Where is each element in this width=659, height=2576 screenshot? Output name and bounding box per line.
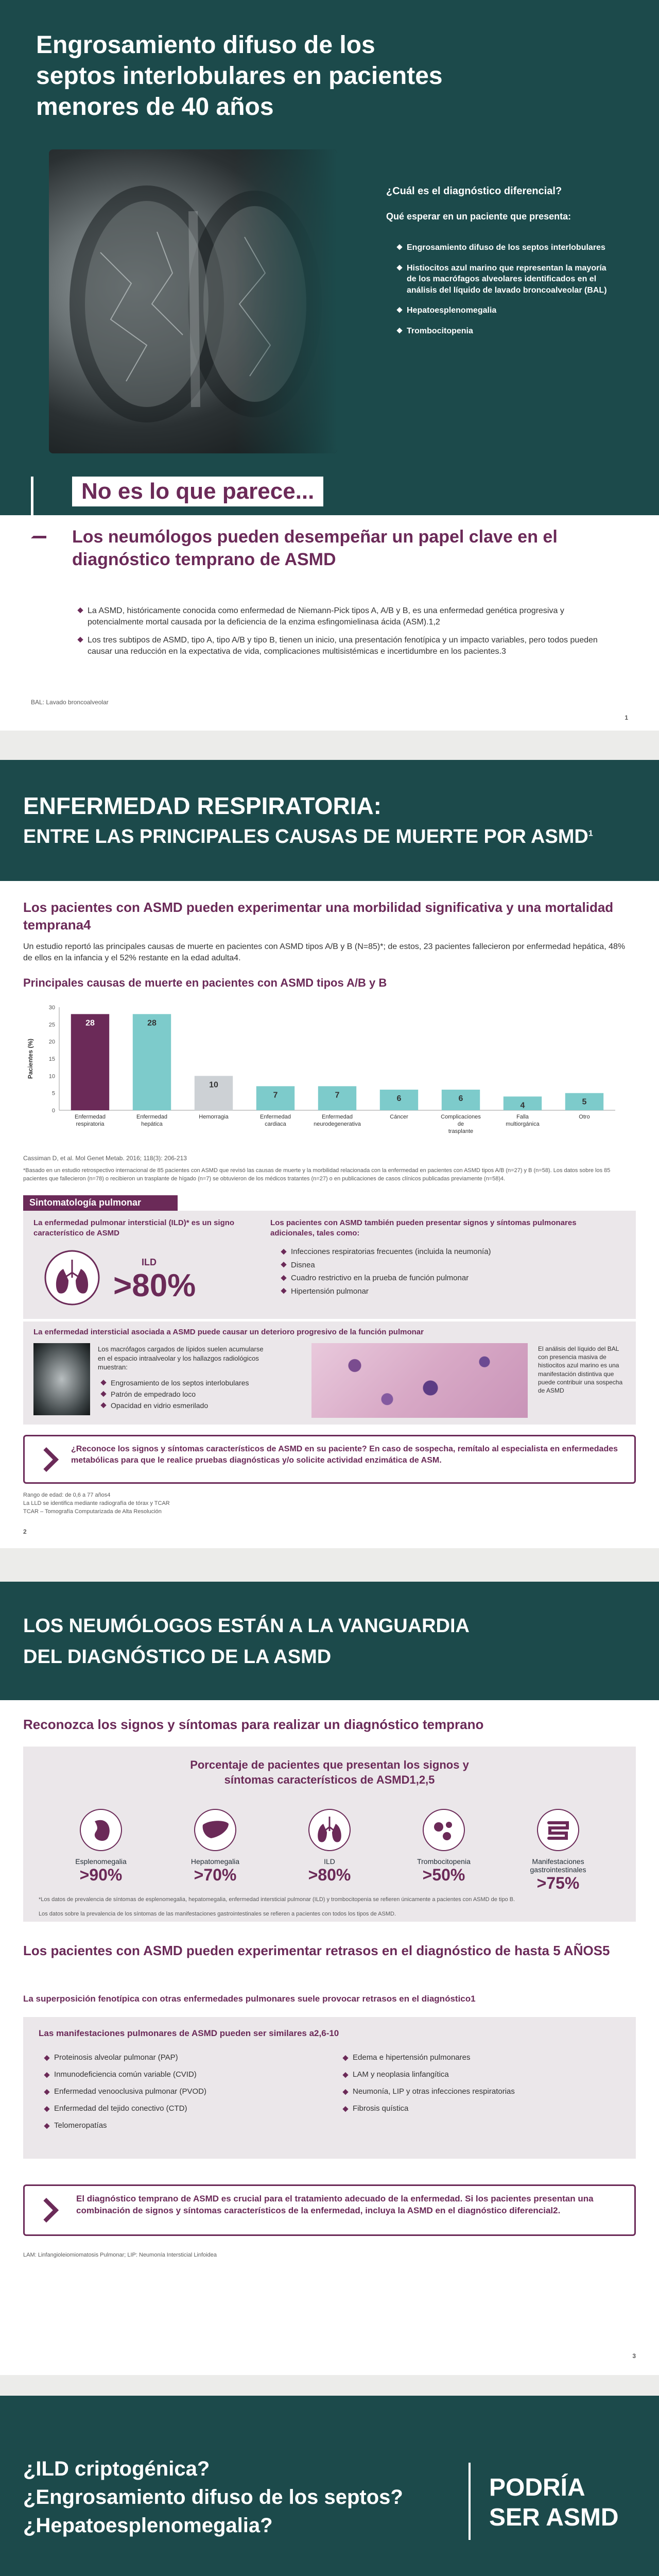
bar-value-label: 7 [335,1091,340,1100]
bar-value-label: 5 [582,1097,587,1107]
overlap-text: La superposición fenotípica con otras enfermedades pulmonares suele provocar retrasos en el diagnóstico1 [23,1994,476,2004]
ild-title: La enfermedad pulmonar intersticial (ILD)* es un signo característico de ASMD [33,1218,235,1238]
similar-item: Telomeropatías [44,2121,311,2130]
differential-question: ¿Cuál es el diagnóstico diferencial? [386,185,562,197]
pct-value: >75% [536,1874,580,1892]
lungs-icon [44,1249,100,1306]
similar-item: Enfermedad venooclusiva pulmonar (PVOD) [44,2087,311,2096]
also-title: Los pacientes con ASMD también pueden presentar signos y síntomas pulmonares adicionales, tales como: [270,1218,577,1238]
y-tick-label: 10 [48,1073,55,1080]
bar-value-label: 6 [396,1094,402,1103]
histology-image [311,1343,528,1418]
page3-callout [23,2184,636,2236]
similar-item: Inmunodeficiencia común variable (CVID) [44,2070,311,2079]
not-what-it-seems: No es lo que parece... [72,477,323,506]
intestine-icon [536,1808,580,1852]
pct-value: >90% [79,1866,123,1884]
page2-callout [23,1435,636,1484]
ct-gradient-fade [234,149,337,453]
similar-item: LAM y neoplasia linfangítica [342,2070,610,2079]
footnote-line: La LLD se identifica mediante radiografía de tórax y TCAR [23,1500,170,1506]
bar-value-label: 28 [147,1019,157,1028]
x-tick-label: neurodegenerativa [314,1121,361,1127]
x-tick-label: Otro [579,1114,590,1120]
page4-hero [0,2396,659,2576]
bar [71,1014,109,1110]
page3-banner [0,1582,659,1700]
banner-line-2-text: ENTRE LAS PRINCIPALES CAUSAS DE MUERTE POR ASMD [23,826,588,848]
callout-chevron-icon [34,2198,59,2223]
bar-value-label: 10 [209,1080,218,1090]
also-item: Cuadro restrictivo en la prueba de función pulmonar [281,1273,610,1283]
heading-bracket [31,477,46,538]
chart-footnote: *Basado en un estudio retrospectivo internacional de 85 pacientes con ASMD que revisó las causas de muerte y la morbilidad relacionada con la enfermedad en pacientes con ASMD tipos A/B (n=27) y B (n=58). Los datos sobre los 85 pacientes que fallecieron (n=78) o recibieron un trasplante de hígado (n=7) se obtuvieron de los médicos tratantes (n=27) o en publicaciones de casos clínicos publicadas previamente (n=58)4. [23,1167,611,1182]
pct-title: Porcentaje de pacientes que presentan los signos y síntomas característicos de ASMD1,2,5 [190,1758,469,1786]
macro-list [100,1378,270,1411]
pct-label: Hepatomegalia [190,1857,240,1866]
intro-paragraphs [77,605,602,658]
x-tick-label: de [457,1121,464,1127]
ct-scan-image [49,149,337,453]
q-septal: ¿Engrosamiento difuso de los septos? [23,2486,403,2509]
expect-question: Qué esperar en un paciente que presenta: [386,211,571,222]
presentation-item: Histiocitos azul marino que representan la mayoría de los macrófagos alveolares identificados en el análisis del líquido de lavado broncoalveolar (BAL) [396,263,618,296]
x-tick-label: Complicaciones [441,1114,481,1120]
also-item: Hipertensión pulmonar [281,1286,610,1297]
page-number: 1 [625,714,628,721]
page-1 [0,0,659,731]
x-tick-label: respiratoria [76,1121,105,1127]
q-hepato: ¿Hepatoesplenomegalia? [23,2514,273,2537]
symptom-header-text: Sintomatología pulmonar [29,1197,142,1208]
y-tick-label: 30 [48,1005,55,1011]
x-tick-label: Enfermedad [260,1114,291,1120]
bal-footnote: BAL: Lavado broncoalveolar [31,699,109,706]
symptom-box [23,1211,636,1319]
x-tick-label: hepática [141,1121,163,1127]
footnote-line: Rango de edad: de 0,6 a 77 años4 [23,1492,111,1498]
pct-item [166,1808,264,1891]
y-tick-label: 15 [48,1056,55,1062]
symptom-header [23,1195,178,1211]
x-tick-label: Hemorragia [199,1114,229,1120]
callout-text: ¿Reconoce los signos y síntomas característicos de ASMD en su paciente? En caso de sospecha, remítalo al especialista en enfermedades metabólicas para que le realice pruebas diagnósticas y/o solicite actividad enzimática de ASM. [71,1445,618,1465]
y-axis-label: Pacientes (%) [27,1038,34,1079]
x-tick-label: Enfermedad [322,1114,353,1120]
pct-box [23,1747,636,1922]
similar-box [23,2017,636,2159]
similar-item: Fibrosis quística [342,2104,610,2113]
callout-text: El diagnóstico temprano de ASMD es crucial para el tratamiento adecuado de la enfermedad. Si los pacientes presentan una combinación de signos y síntomas característicos de la enfermedad, incluya la ASMD en el diagnóstico diferencial2. [76,2194,594,2215]
presentation-item: Trombocitopenia [396,326,618,337]
similar-left-list [44,2053,311,2130]
also-list [281,1247,610,1296]
presentation-list [396,242,618,337]
banner-line-2 [23,826,593,848]
liver-icon [194,1808,237,1852]
pct-label: Esplenomegalia [75,1857,127,1866]
bar-value-label: 28 [85,1019,95,1028]
morbidity-heading: Los pacientes con ASMD pueden experimentar una morbilidad significativa y una mortalidad temprana4 [23,900,614,933]
banner-line-1: LOS NEUMÓLOGOS ESTÁN A LA VANGUARDIA [23,1615,470,1637]
x-tick-label: trasplante [448,1128,474,1134]
y-tick-label: 20 [48,1039,55,1045]
bar-value-label: 6 [458,1094,463,1103]
similar-title: Las manifestaciones pulmonares de ASMD pueden ser similares a2,6-10 [39,2028,339,2038]
banner-line-1: ENFERMEDAD RESPIRATORIA: [23,792,381,819]
x-tick-label: Falla [516,1114,529,1120]
xray-image [33,1343,90,1415]
x-tick-label: Enfermedad [75,1114,106,1120]
similar-item: Enfermedad del tejido conectivo (CTD) [44,2104,311,2113]
pct-note-2: Los datos sobre la prevalencia de los síntomas de las manifestaciones gastrointestinales se refieren a pacientes con todos los tipos de ASMD. [39,1911,396,1917]
page-2 [0,760,659,1548]
banner-line-2: DEL DIAGNÓSTICO DE LA ASMD [23,1646,332,1668]
y-tick-label: 25 [48,1022,55,1028]
pct-label: Trombocitopenia [417,1857,471,1866]
pct-value: >70% [194,1866,237,1884]
study-intro: Un estudio reportó las principales causas de muerte en pacientes con ASMD tipos A/B y B (N=85)*; de estos, 23 pacientes fallecieron por enfermedad hepática, 48% de ellos en la infancia y el 52% restante en la edad adulta4. [23,942,626,963]
pct-item [281,1808,378,1891]
page1-title: Engrosamiento difuso de los septos interlobulares en pacientes menores de 40 años [36,31,443,121]
lungs-icon [308,1808,351,1852]
ild-detail-box [23,1321,636,1425]
bal-text: El análisis del líquido del BAL con presencia masiva de histiocitos azul marino es una manifestación distintiva que puede contribuir una sospecha de ASMD [538,1345,623,1394]
ild-detail-title: La enfermedad intersticial asociada a ASMD puede causar un deterioro progresivo de la función pulmonar [33,1328,424,1336]
x-tick-label: Enfermedad [136,1114,167,1120]
answer-divider [469,2463,471,2540]
chart-title: Principales causas de muerte en pacientes con ASMD tipos A/B y B [23,976,387,989]
pct-item [52,1808,150,1891]
could-be-asmd: PODRÍA SER ASMD [489,2474,619,2531]
pct-item [509,1808,607,1891]
y-tick-label: 0 [51,1108,55,1114]
callout-chevron-icon [34,1447,59,1472]
page-number: 3 [632,2352,636,2360]
pct-label: Manifestaciones gastrointestinales [530,1857,586,1874]
presentation-item: Engrosamiento difuso de los septos interlobulares [396,242,618,253]
x-tick-label: Cáncer [390,1114,408,1120]
intro-paragraph: Los tres subtipos de ASMD, tipo A, tipo A/B y tipo B, tienen un inicio, una presentación fenotípica y un impacto variables, pero todos pueden causar una reducción en la expectativa de vida, complicaciones multisistémicas e incertidumbre en los pacientes.3 [77,635,602,658]
chart-citation: Cassiman D, et al. Mol Genet Metab. 2016; 118(3): 206-213 [23,1155,187,1162]
similar-item: Edema e hipertensión pulmonares [342,2053,610,2062]
delay-heading: Los pacientes con ASMD pueden experimentar retrasos en el diagnóstico de hasta 5 AÑOS5 [23,1943,610,1958]
pct-value: >50% [422,1866,465,1884]
also-item: Disnea [281,1260,610,1270]
ild-label: ILD [142,1257,157,1267]
bar-value-label: 4 [520,1101,525,1110]
ild-value: >80% [113,1268,196,1303]
page2-banner [0,760,659,881]
recognize-heading: Reconozca los signos y síntomas para realizar un diagnóstico temprano [23,1717,484,1732]
macro-item: Patrón de empedrado loco [100,1389,270,1399]
page1-subheading: Los neumólogos pueden desempeñar un papel clave en el diagnóstico temprano de ASMD [72,527,558,570]
spleen-icon [79,1808,123,1852]
also-item: Infecciones respiratorias frecuentes (incluida la neumonía) [281,1247,610,1257]
y-tick-label: 5 [51,1090,55,1097]
q-cryptogenic: ¿ILD criptogénica? [23,2458,210,2480]
page-number: 2 [23,1528,27,1535]
death-causes-chart [23,997,626,1151]
similar-right-list [342,2053,610,2113]
pct-note: *Los datos de prevalencia de síntomas de esplenomegalia, hepatomegalia, enfermedad intersticial pulmonar (ILD) y trombocitopenia se refieren únicamente a pacientes con ASMD de tipo B. [39,1896,515,1903]
x-tick-label: multiorgánica [506,1121,540,1127]
pct-value: >80% [308,1866,351,1884]
page3-foot: LAM: Linfangioleiomiomatosis Pulmonar; LIP: Neumonía Intersticial Linfoidea [23,2252,217,2258]
page-3 [0,1582,659,2375]
bar-value-label: 7 [273,1091,278,1100]
pct-item [395,1808,493,1891]
pct-row [44,1808,615,1891]
similar-item: Neumonía, LIP y otras infecciones respiratorias [342,2087,610,2096]
page-4 [0,2396,659,2576]
macro-item: Engrosamiento de los septos interlobulares [100,1378,270,1387]
x-tick-label: cardiaca [265,1121,286,1127]
page1-hero [0,0,659,515]
page2-footnotes [23,1492,170,1516]
bar [133,1014,171,1110]
pct-label: ILD [324,1857,335,1866]
presentation-item: Hepatoesplenomegalia [396,305,618,316]
banner-sup: 1 [588,829,593,838]
similar-item: Proteinosis alveolar pulmonar (PAP) [44,2053,311,2062]
macro-item: Opacidad en vidrio esmerilado [100,1401,270,1410]
platelet-icon [422,1808,465,1852]
intro-paragraph: La ASMD, históricamente conocida como enfermedad de Niemann-Pick tipos A, A/B y B, es una enfermedad genética progresiva y potencialmente mortal causada por la deficiencia de la enzima esfingomielinasa ácida (ASM).1,2 [77,605,602,629]
footnote-line: TCAR – Tomografía Computarizada de Alta Resolución [23,1508,162,1515]
macro-text: Los macrófagos cargados de lípidos suelen acumularse en el espacio intraalveolar y los hallazgos radiológicos muestran: [98,1345,264,1371]
